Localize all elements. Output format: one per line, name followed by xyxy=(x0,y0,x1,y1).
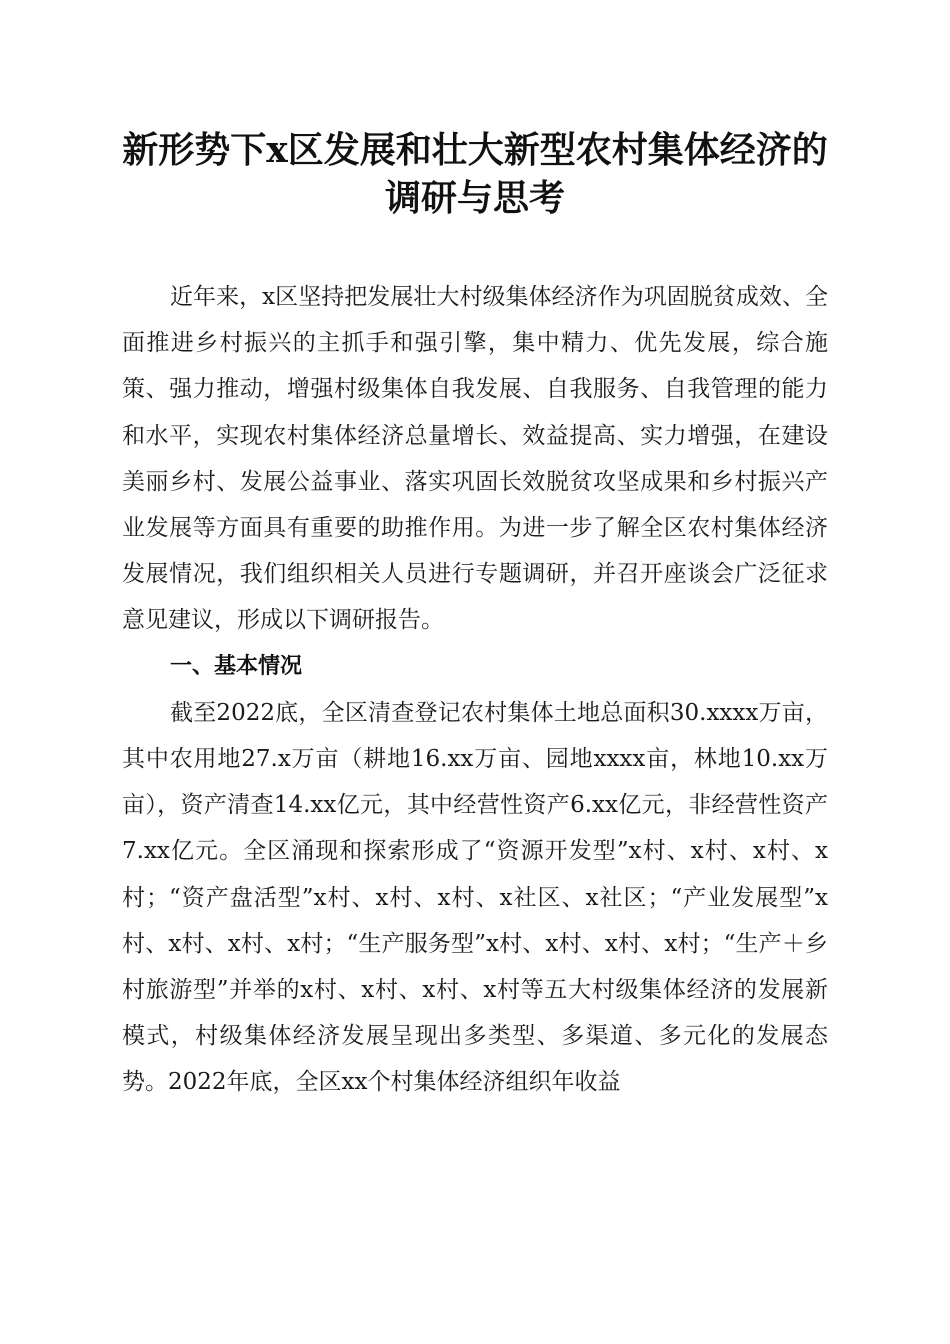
document-title: 新形势下x区发展和壮大新型农村集体经济的调研与思考 xyxy=(122,129,828,219)
section-heading-basic-situation: 一、基本情况 xyxy=(170,653,303,679)
document-body xyxy=(122,274,828,1106)
basic-situation-paragraph: 截至2022底，全区清查登记农村集体土地总面积30.xxxx万亩，其中农用地27.x万亩（耕地16.xx万亩、园地xxxx亩，林地10.xx万亩），资产清查14.xx亿元，其中经营性资产6.xx亿元，非经营性资产7.xx亿元。全区涌现和探索形成了“资源开发型”x村、x村、x村、x村；“资产盘活型”x村、x村、x村、x社区、x社区；“产业发展型”x村、x村、x村、x村；“生产服务型”x村、x村、x村、x村；“生产＋乡村旅游型”并举的x村、x村、x村、x村等五大村级集体经济的发展新模式，村级集体经济发展呈现出多类型、多渠道、多元化的发展态势。2022年底，全区xx个村集体经济组织年收益 xyxy=(122,699,828,1096)
intro-paragraph: 近年来，x区坚持把发展壮大村级集体经济作为巩固脱贫成效、全面推进乡村振兴的主抓手和强引擎，集中精力、优先发展，综合施策、强力推动，增强村级集体自我发展、自我服务、自我管理的能力和水平，实现农村集体经济总量增长、效益提高、实力增强，在建设美丽乡村、发展公益事业、落实巩固长效脱贫攻坚成果和乡村振兴产业发展等方面具有重要的助推作用。为进一步了解全区农村集体经济发展情况，我们组织相关人员进行专题调研，并召开座谈会广泛征求意见建议，形成以下调研报告。 xyxy=(122,284,828,634)
